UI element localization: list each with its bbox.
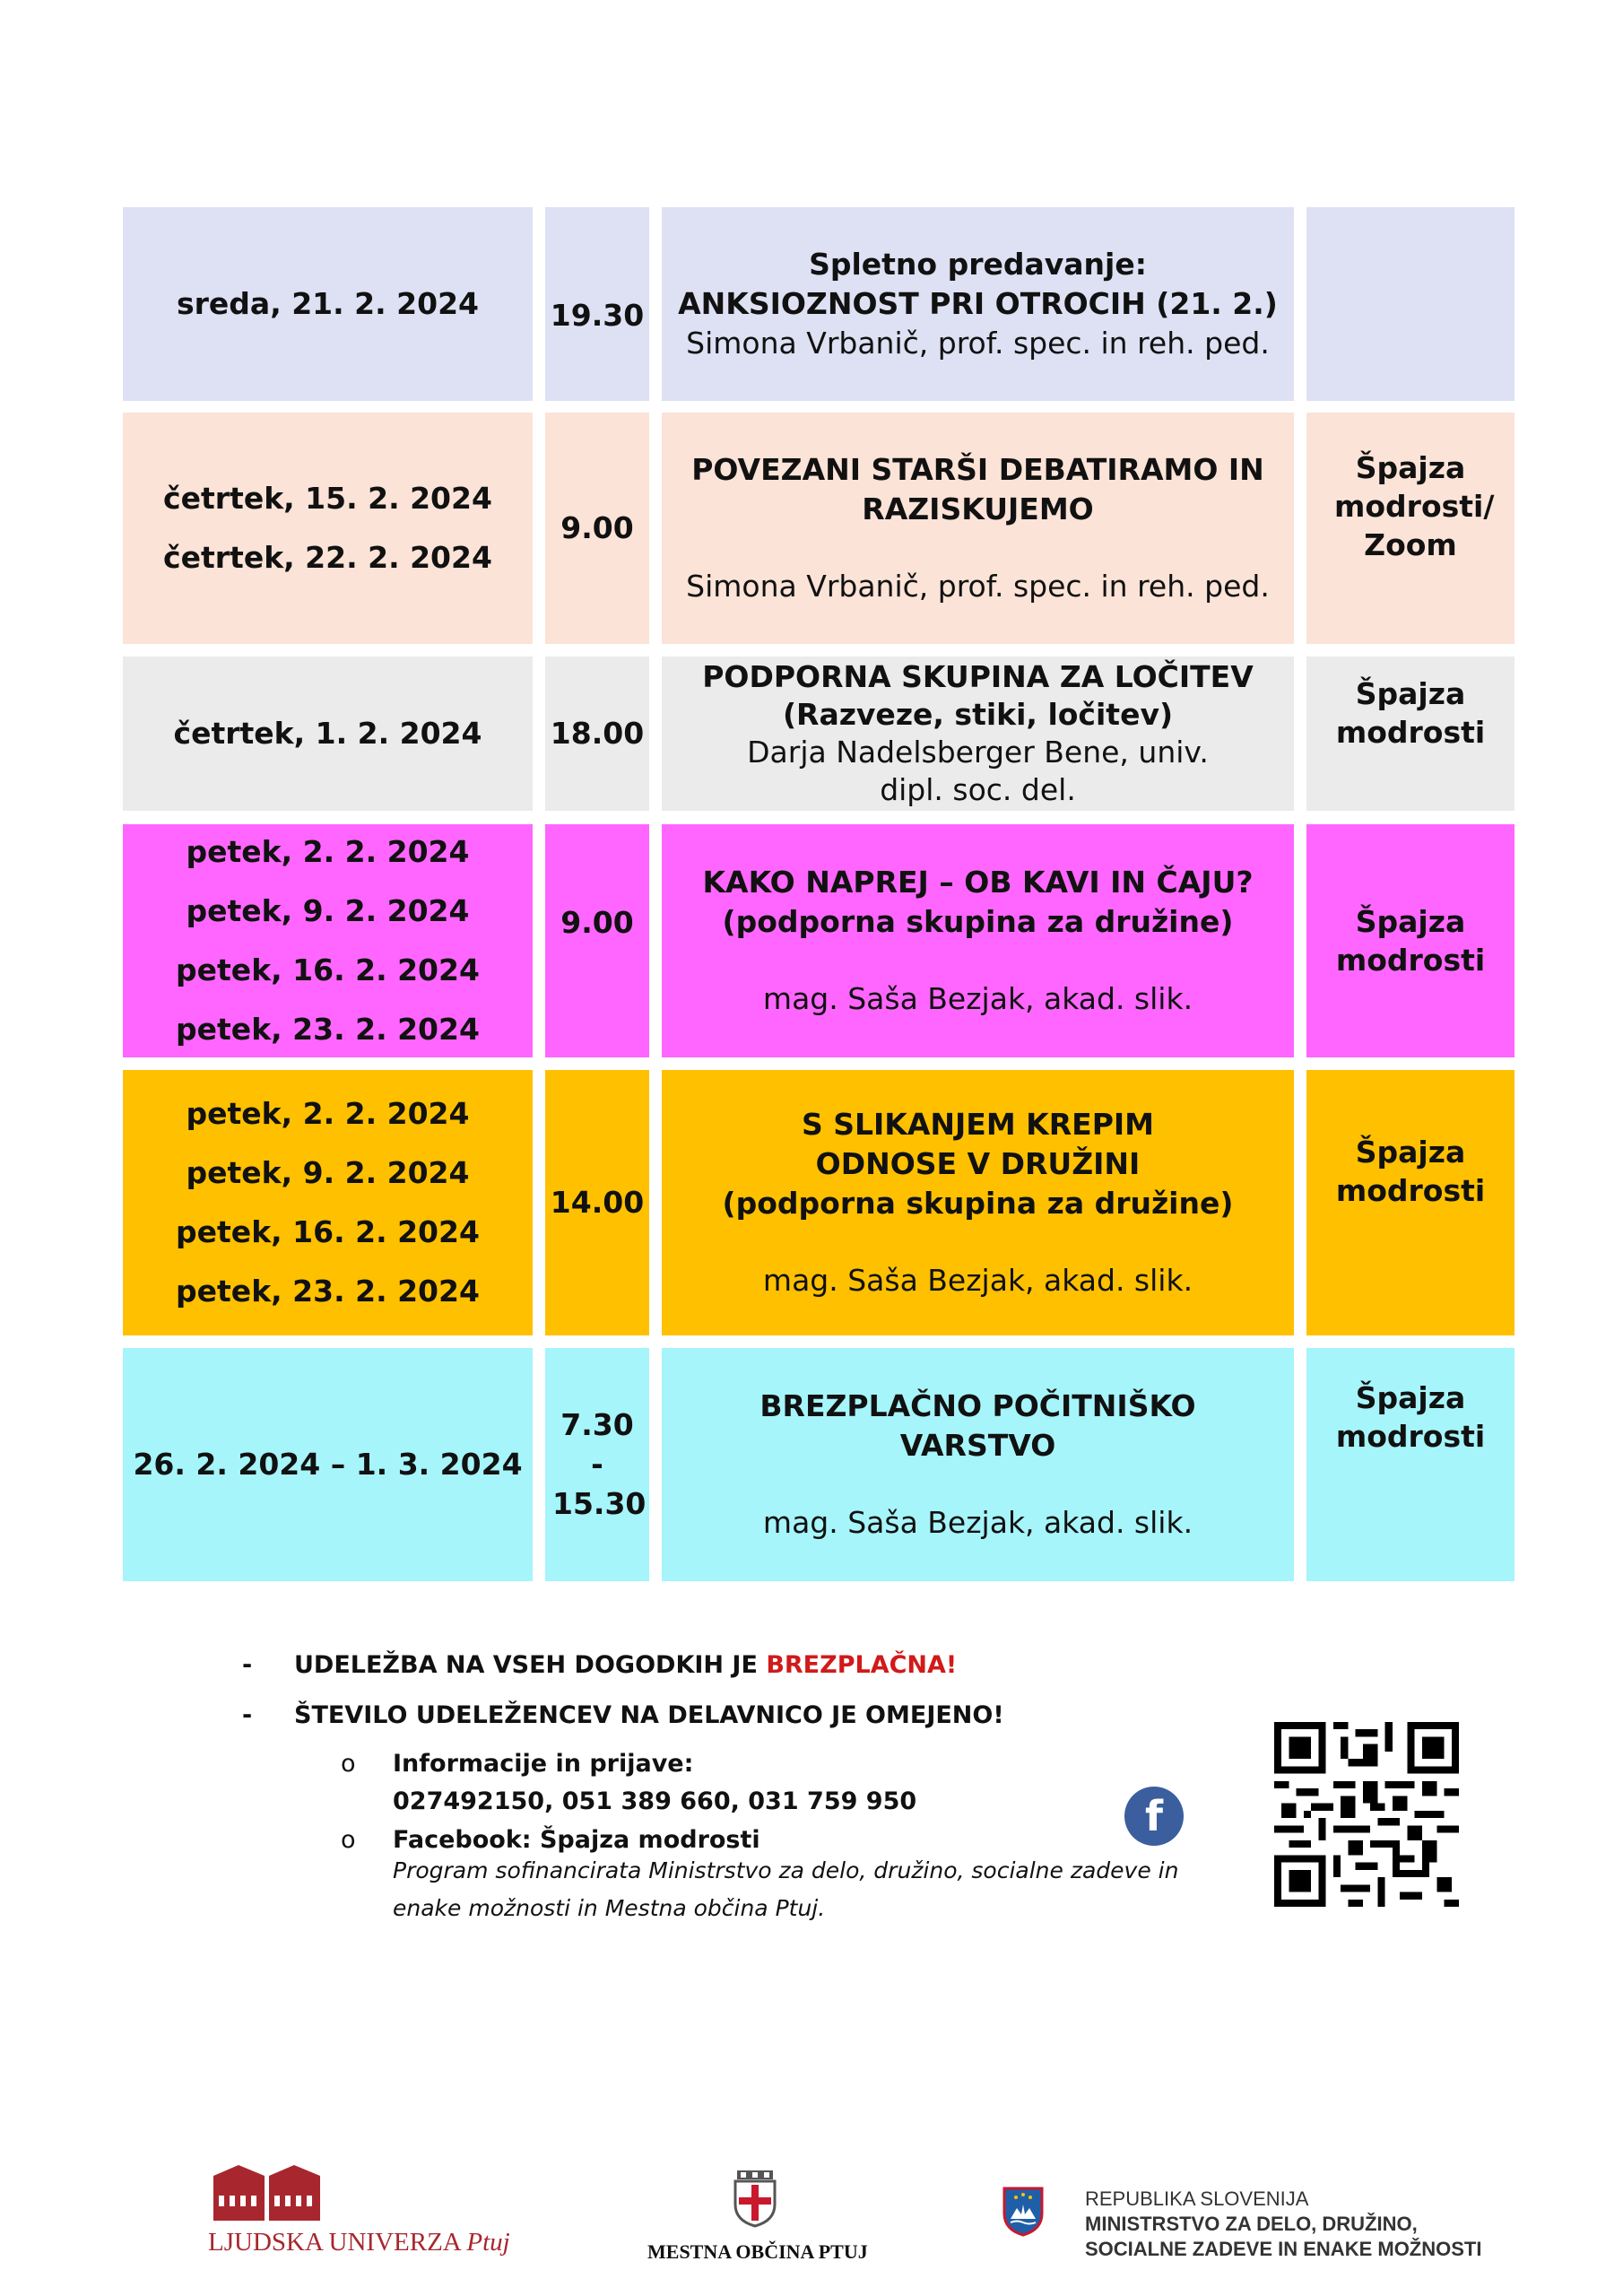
date-cell	[123, 1070, 533, 1335]
event-date: petek, 2. 2. 2024	[186, 1096, 470, 1131]
ministry-logo	[1002, 2187, 1505, 2267]
event-date: petek, 16. 2. 2024	[176, 1214, 480, 1249]
event-lecturer: mag. Saša Bezjak, akad. slik.	[762, 1505, 1193, 1540]
time-cell	[545, 207, 649, 401]
info-phones: 027492150, 051 389 660, 031 759 950	[393, 1787, 917, 1815]
event-pre-label: Spletno predavanje:	[809, 247, 1147, 282]
event-cell	[662, 824, 1294, 1057]
event-time: 19.30	[550, 298, 645, 333]
event-subtitle: (podporna skupina za družine)	[722, 1186, 1234, 1221]
mop-name: MESTNA OBČINA PTUJ	[647, 2240, 868, 2263]
event-date: petek, 2. 2. 2024	[186, 834, 470, 869]
date-cell	[123, 657, 533, 811]
ministry-line: MINISTRSTVO ZA DELO, DRUŽINO,	[1085, 2213, 1418, 2235]
ministry-line: SOCIALNE ZADEVE IN ENAKE MOŽNOSTI	[1085, 2238, 1482, 2260]
location-cell	[1306, 413, 1515, 644]
event-date: petek, 9. 2. 2024	[186, 1155, 470, 1190]
event-time: 14.00	[550, 1185, 645, 1220]
funding-note	[393, 1852, 1200, 1927]
event-lecturer: Simona Vrbanič, prof. spec. in reh. ped.	[686, 326, 1270, 361]
event-title: ANKSIOZNOST PRI OTROCIH (21. 2.)	[678, 286, 1278, 321]
event-lecturer: Darja Nadelsberger Bene, univ. dipl. soc. del.	[747, 735, 1209, 807]
location-cell	[1306, 207, 1515, 401]
time-cell	[545, 1070, 649, 1335]
time-cell	[545, 1348, 649, 1581]
event-location: Špajza modrosti	[1335, 1135, 1486, 1208]
event-location: Špajza modrosti	[1335, 904, 1486, 978]
event-subtitle: (podporna skupina za družine)	[722, 904, 1234, 939]
ptuj-coat-of-arms-icon	[730, 2170, 780, 2228]
event-cell	[662, 207, 1294, 401]
slovenia-coat-of-arms-icon	[1002, 2187, 1044, 2237]
event-date: sreda, 21. 2. 2024	[177, 286, 479, 321]
event-date: četrtek, 22. 2. 2024	[163, 540, 492, 575]
schedule-row-2	[123, 413, 1515, 644]
time-cell	[545, 657, 649, 811]
event-subtitle: (Razveze, stiki, ločitev)	[782, 697, 1174, 732]
event-location: Špajza modrosti	[1335, 676, 1486, 750]
bullet-icon: o	[341, 1750, 356, 1778]
schedule-row-1	[123, 207, 1515, 401]
event-lecturer: mag. Saša Bezjak, akad. slik.	[762, 1263, 1193, 1298]
location-cell	[1306, 1348, 1515, 1581]
schedule-row-5	[123, 1070, 1515, 1335]
event-lecturer: mag. Saša Bezjak, akad. slik.	[762, 981, 1193, 1016]
lu-city: Ptuj	[466, 2228, 510, 2257]
lu-building-icon	[213, 2165, 323, 2221]
date-cell	[123, 207, 533, 401]
event-date: 26. 2. 2024 – 1. 3. 2024	[133, 1447, 523, 1482]
qr-code[interactable]	[1274, 1722, 1459, 1907]
note-free: - UDELEŽBA NA VSEH DOGODKIH JE BREZPLAČNA!	[242, 1650, 958, 1679]
note-limited: - ŠTEVILO UDELEŽENCEV NA DELAVNICO JE OMEJENO!	[242, 1700, 1004, 1729]
event-time: 18.00	[550, 716, 645, 751]
time-cell	[545, 824, 649, 1057]
event-location: Špajza modrosti/ Zoom	[1334, 450, 1495, 562]
event-title: S SLIKANJEM KREPIM ODNOSE V DRUŽINI	[801, 1107, 1155, 1181]
funding-line: Program sofinancirata Ministrstvo za delo, družino, socialne zadeve in	[393, 1857, 1179, 1883]
location-cell	[1306, 824, 1515, 1057]
info-label: Informacije in prijave:	[393, 1750, 694, 1778]
location-cell	[1306, 1070, 1515, 1335]
event-time: 9.00	[560, 905, 634, 940]
event-date: petek, 23. 2. 2024	[176, 1274, 480, 1309]
schedule-row-6	[123, 1348, 1515, 1581]
notes-section	[242, 1639, 1228, 1740]
event-cell	[662, 657, 1294, 811]
ljudska-univerza-logo	[208, 2165, 531, 2264]
date-cell	[123, 824, 533, 1057]
event-date: petek, 16. 2. 2024	[176, 952, 480, 987]
location-cell	[1306, 657, 1515, 811]
facebook-label[interactable]: Facebook: Špajza modrosti	[393, 1826, 760, 1854]
event-location: Špajza modrosti	[1335, 1380, 1486, 1454]
time-cell	[545, 413, 649, 644]
note-free-highlight: BREZPLAČNA!	[766, 1650, 958, 1679]
date-cell	[123, 1348, 533, 1581]
event-title: KAKO NAPREJ – OB KAVI IN ČAJU?	[702, 865, 1254, 900]
lu-name: LJUDSKA UNIVERZA	[208, 2228, 461, 2257]
date-cell	[123, 413, 533, 644]
event-cell	[662, 1070, 1294, 1335]
event-title: PODPORNA SKUPINA ZA LOČITEV	[702, 659, 1254, 694]
event-time: 9.00	[560, 510, 634, 545]
event-date: petek, 23. 2. 2024	[176, 1012, 480, 1047]
mestna-obcina-ptuj-logo	[647, 2170, 868, 2269]
facebook-icon[interactable]: f	[1124, 1787, 1184, 1846]
ministry-line: REPUBLIKA SLOVENIJA	[1085, 2187, 1309, 2210]
schedule-row-3	[123, 657, 1515, 811]
funding-line: enake možnosti in Mestna občina Ptuj.	[393, 1895, 826, 1921]
event-date: petek, 9. 2. 2024	[186, 893, 470, 928]
note-free-text: UDELEŽBA NA VSEH DOGODKIH JE	[294, 1650, 767, 1679]
event-time: 7.30 - 15.30	[552, 1407, 647, 1521]
event-cell	[662, 413, 1294, 644]
event-lecturer: Simona Vrbanič, prof. spec. in reh. ped.	[686, 569, 1270, 604]
schedule-row-4	[123, 824, 1515, 1057]
event-cell	[662, 1348, 1294, 1581]
note-limited-text: ŠTEVILO UDELEŽENCEV NA DELAVNICO JE OMEJENO!	[294, 1700, 1004, 1729]
event-title: POVEZANI STARŠI DEBATIRAMO IN RAZISKUJEMO	[691, 452, 1264, 526]
event-title: BREZPLAČNO POČITNIŠKO VARSTVO	[759, 1388, 1196, 1463]
event-date: četrtek, 1. 2. 2024	[173, 716, 482, 751]
bullet-icon: o	[341, 1826, 356, 1854]
event-date: četrtek, 15. 2. 2024	[163, 481, 492, 516]
